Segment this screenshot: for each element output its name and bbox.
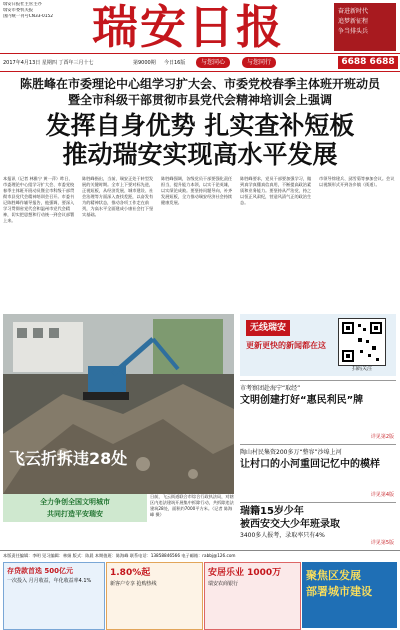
bank-ad[interactable]: [204, 562, 301, 630]
photo-caption: 日前，飞云街道联合市综合行政执法局，对辖区内违法建筑开展集中拆除行动，共拆除违法建筑28处，面积约7000平方米。（记者 陈海峰 摄）: [150, 494, 234, 517]
nav-link[interactable]: 与您同心: [196, 57, 230, 68]
brief-kicker: 瑞籍15岁少年: [240, 506, 304, 517]
dateline-bar: [0, 56, 400, 70]
nav-link[interactable]: 与您同行: [242, 57, 276, 68]
brief-page-ref: 详见第5版: [370, 540, 394, 546]
article-column: 陈胜峰强调，各级党员干部要强化责任担当，提升能力本领，以实干论英雄，以实绩论成败。要坚持问题导向，补齐发展短板，全力推动瑞安经济社会持续健康发展。: [161, 176, 233, 205]
photo-headline: 飞云折拆违28处: [9, 449, 128, 468]
slogan-line: 追梦新征程: [338, 18, 369, 25]
slogan-line: 全力争创全国文明城市: [40, 498, 110, 506]
brief-title: 文明创建打好“惠民利民”牌: [240, 395, 364, 406]
article-column: 市领导徐建兵、邱雪菊等参加会议。会议以视频形式开到各乡镇（街道）。: [319, 176, 395, 187]
brief-item[interactable]: [240, 380, 396, 443]
promo-box: [240, 314, 396, 376]
qr-code-icon[interactable]: [338, 318, 386, 366]
brief-kicker: 陶山村民集资200多万“整容”沙埠上河: [240, 449, 342, 456]
brief-title: 让村口的小河重回记忆中的模样: [240, 459, 380, 470]
masthead-rule: [0, 53, 400, 54]
brief-page-ref: 详见第2版: [370, 434, 394, 440]
issue-date: 2017年4月13日 星期四 丁酉年三月十七: [3, 60, 94, 66]
footer-rule: [0, 550, 400, 551]
dateline-rule: [0, 71, 400, 72]
ad-text: 新客户专享 抢购热线: [110, 581, 157, 587]
ad-title: 存贷款首选 500亿元: [7, 567, 74, 575]
main-headline: 推动瑞安实现高水平发展: [62, 140, 338, 169]
slogan-line: 争当排头兵: [338, 28, 369, 35]
slogan-line: 共同打造平安瑞安: [47, 510, 103, 518]
main-headline: 发挥自身优势 扎实查补短板: [45, 111, 355, 140]
article-column: 陈胜峰指出，当前，瑞安正处于转型发展的关键时期。全市上下要对标先进，正视短板，从经济发展、城市建设、社会治理等方面深入查找差距，以奋发有为的精神状态，推动各项工作走在前列，为高水平全面建成小康社会打下坚实基础。: [82, 176, 154, 217]
subheadline: 暨全市科级干部贯彻市县党代会精神培训会上强调: [67, 93, 332, 107]
bank-ad[interactable]: [3, 562, 105, 630]
brief-sub: 3400多人报考，录取率只有4%: [240, 532, 325, 539]
brief-page-ref: 详见第4版: [370, 492, 394, 498]
brief-title: 被西安交大少年班录取: [240, 519, 340, 530]
sponsor-block: [3, 2, 93, 42]
issue-number: 第9000期: [133, 60, 156, 66]
qr-label: 扫码关注: [351, 366, 372, 372]
demolition-photo: [3, 314, 234, 494]
ad-title: 聚焦区发展: [306, 569, 361, 582]
article-column: 陈胜峰要求，党员干部要加强学习，做到真学真懂真信真用，不断提高政治素质和业务能力。要坚持从严治党，持之以恒正风肃纪，营造风清气正的政治生态。: [240, 176, 312, 205]
slogan-banner: [3, 494, 147, 522]
ad-title: 安居乐业 1000万: [208, 568, 282, 578]
brief-item[interactable]: [240, 444, 396, 501]
edition-count: 今日16版: [164, 60, 186, 66]
sponsor-line: 瑞安市委机关报: [3, 8, 34, 13]
ad-hotline: 6688 6688: [338, 56, 398, 69]
qr-pattern: [339, 319, 385, 365]
masthead-slogan-box: [334, 3, 396, 51]
ad-text: 一次投入 月月收益，年化收益率4.1%: [7, 578, 92, 584]
ad-text: 瑞安农商银行: [208, 581, 239, 587]
subheadline: 陈胜峰在市委理论中心组学习扩大会、市委党校春季主体班开班动员: [19, 77, 380, 91]
brief-kicker: 市考察团赴海宁“取经”: [240, 385, 301, 392]
article-column: 本报讯（记者 林雅宁 黄一萍）昨日，市委理论中心组学习扩大会、市委党校春季主体班开班动员暨全市科级干部贯彻市县党代会精神培训会召开。市委书记陈胜峰作辅导报告，他强调，要深入学习贯彻省党代会和温州市党代会精神，切实把思想和行动统一到会议部署上来。: [3, 176, 75, 223]
brief-item[interactable]: [240, 502, 396, 549]
sponsor-line: 瑞安日报社主管主办: [3, 2, 42, 7]
ad-text: 部署城市建设: [306, 585, 372, 598]
promo-ad[interactable]: [302, 562, 397, 628]
promo-subtitle: 更新更快的新闻都在这: [246, 341, 326, 350]
newspaper-logo: 瑞安日报: [92, 2, 284, 52]
sponsor-line: 国内统一刊号CN33-0152: [3, 14, 53, 19]
footer-credit: 本版责任编辑：李明 见习编辑：林娟 版式：陈晨 本期值班：陈海峰 联系电话：13858846566 电子邮箱：rabbj@126.com: [3, 553, 236, 558]
slogan-line: 奋进新时代: [338, 8, 369, 15]
bank-ad[interactable]: [106, 562, 203, 630]
promo-title: 无线瑞安: [246, 320, 290, 336]
ad-title: 1.80%起: [110, 568, 151, 578]
